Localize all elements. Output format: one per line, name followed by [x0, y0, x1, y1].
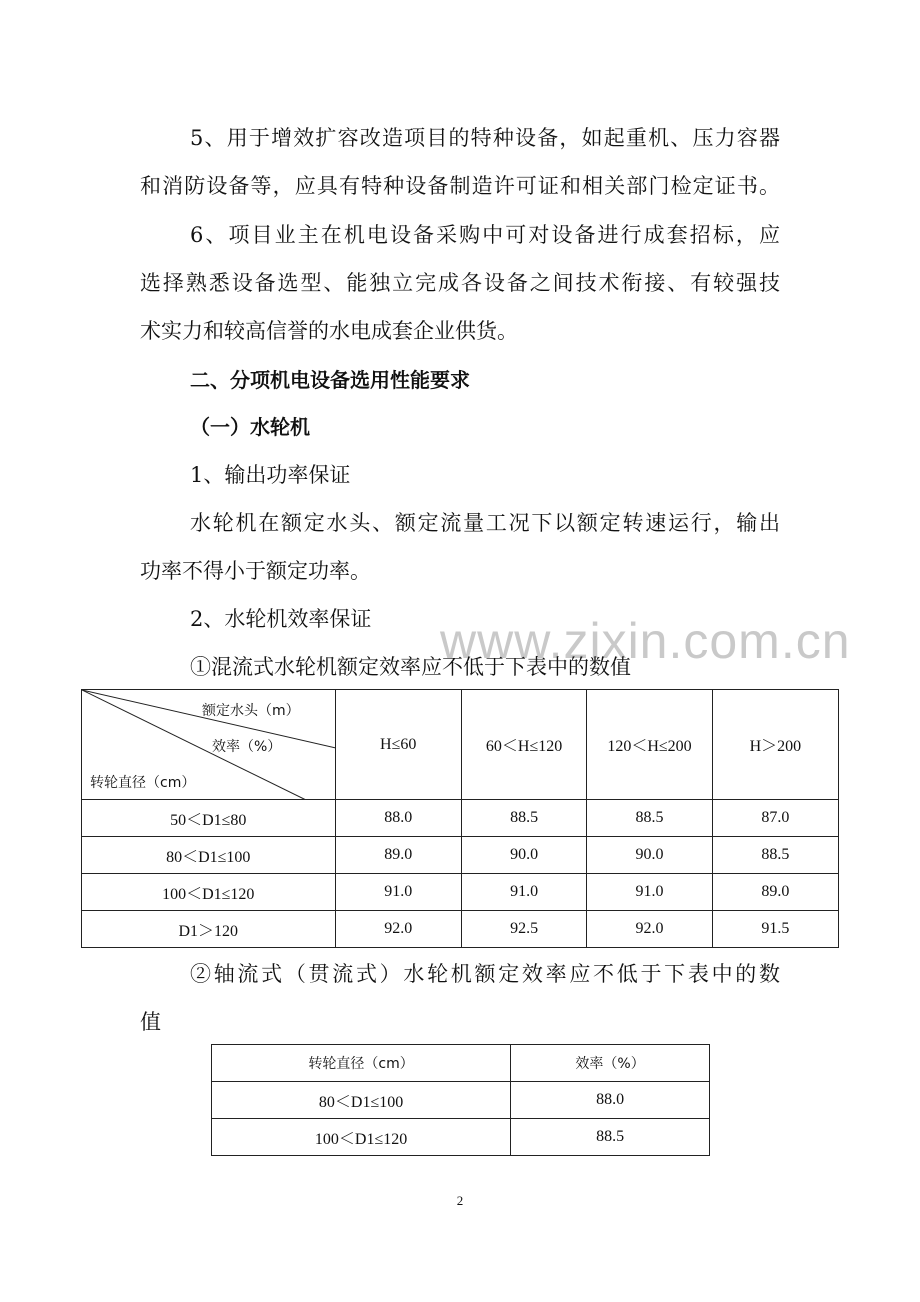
row-label: 100＜D1≤120 [82, 874, 336, 911]
table-cell: 89.0 [712, 874, 838, 911]
table-cell: 91.5 [712, 911, 838, 948]
row-label: 80＜D1≤100 [82, 837, 336, 874]
item-1-heading: 1、输出功率保证 [190, 463, 351, 487]
table-cell: 89.0 [335, 837, 461, 874]
table-row [212, 1082, 710, 1119]
column-header: 效率（%） [511, 1045, 710, 1082]
table-cell: 88.0 [511, 1082, 710, 1119]
column-header: H＞200 [712, 690, 838, 800]
table-row [82, 911, 839, 948]
table-cell: 91.0 [587, 874, 712, 911]
watermark: www.zixin.com.cn [440, 613, 851, 669]
column-header: 120＜H≤200 [587, 690, 712, 800]
table-cell: 88.5 [461, 800, 586, 837]
diagonal-header-cell [82, 690, 336, 800]
runner-diameter-label: 转轮直径（cm） [90, 775, 196, 791]
efficiency-table-francis [81, 689, 839, 948]
subsection-heading: （一）水轮机 [190, 415, 310, 439]
efficiency-table-axial [211, 1044, 710, 1156]
column-header: H≤60 [335, 690, 461, 800]
table-cell: 88.5 [712, 837, 838, 874]
table-cell: 92.0 [587, 911, 712, 948]
table-cell: 90.0 [461, 837, 586, 874]
table-cell: 88.5 [587, 800, 712, 837]
paragraph-6-line-1: 6、项目业主在机电设备采购中可对设备进行成套招标，应 [190, 223, 780, 247]
efficiency-label: 效率（%） [212, 739, 282, 755]
table-cell: 90.0 [587, 837, 712, 874]
note-2-line-2: 值 [140, 1010, 161, 1034]
paragraph-5-line-1: 5、用于增效扩容改造项目的特种设备，如起重机、压力容器 [190, 126, 780, 150]
row-label: 100＜D1≤120 [212, 1119, 511, 1156]
page-number: 2 [456, 1193, 464, 1208]
table-cell: 92.5 [461, 911, 586, 948]
item-1-line-1: 水轮机在额定水头、额定流量工况下以额定转速运行，输出 [190, 511, 780, 535]
rated-head-label: 额定水头（m） [202, 703, 300, 719]
row-label: 80＜D1≤100 [212, 1082, 511, 1119]
table-row [82, 800, 839, 837]
row-label: D1＞120 [82, 911, 336, 948]
section-heading: 二、分项机电设备选用性能要求 [190, 368, 470, 392]
paragraph-6-line-2: 选择熟悉设备选型、能独立完成各设备之间技术衔接、有较强技 [140, 271, 780, 295]
table-cell: 91.0 [335, 874, 461, 911]
table-row [212, 1119, 710, 1156]
table-row [82, 837, 839, 874]
paragraph-6-line-3: 术实力和较高信誉的水电成套企业供货。 [140, 319, 518, 343]
item-2-heading: 2、水轮机效率保证 [190, 607, 372, 631]
paragraph-5-line-2: 和消防设备等，应具有特种设备制造许可证和相关部门检定证书。 [140, 174, 780, 198]
note-2-line-1: ②轴流式（贯流式）水轮机额定效率应不低于下表中的数 [190, 962, 780, 986]
table-cell: 88.0 [335, 800, 461, 837]
column-header: 转轮直径（cm） [212, 1045, 511, 1082]
table-cell: 87.0 [712, 800, 838, 837]
row-label: 50＜D1≤80 [82, 800, 336, 837]
table-cell: 91.0 [461, 874, 586, 911]
item-1-line-2: 功率不得小于额定功率。 [140, 559, 371, 583]
table-cell: 92.0 [335, 911, 461, 948]
note-1: ①混流式水轮机额定效率应不低于下表中的数值 [190, 655, 631, 679]
table-cell: 88.5 [511, 1119, 710, 1156]
column-header: 60＜H≤120 [461, 690, 586, 800]
table-row [82, 874, 839, 911]
